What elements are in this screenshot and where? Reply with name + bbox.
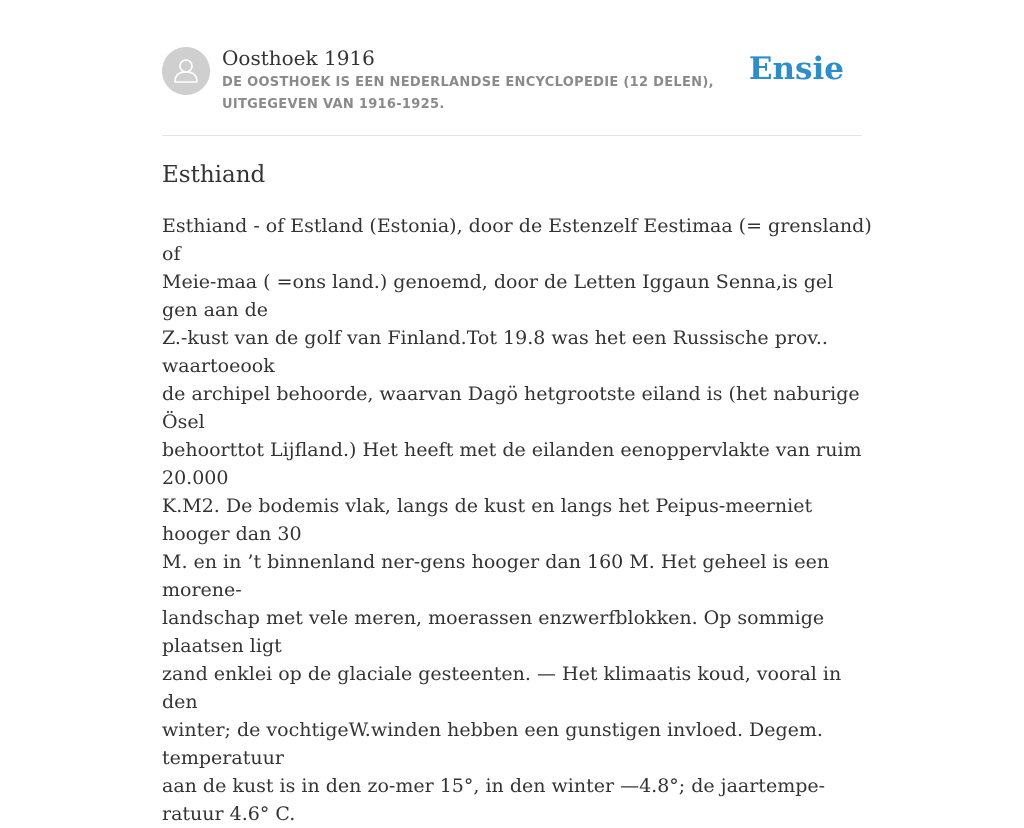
divider — [162, 135, 862, 136]
brand-logo[interactable]: Ensie — [748, 51, 844, 87]
source-description: DE OOSTHOEK IS EEN NEDERLANDSE ENCYCLOPEDIE (12 DELEN), UITGEGEVEN VAN 1916-1925. — [222, 75, 714, 112]
source-title[interactable]: Oosthoek 1916 — [222, 46, 375, 70]
entry-title: Esthiand — [162, 162, 266, 188]
entry-body: Esthiand - of Estland (Estonia), door de Estenzelf Eestimaa (= grensland) of Meie-maa ( =ons land.) genoemd, door de Letten Iggaun Senna,is gel gen aan de Z.-kust van de golf van Finland.Tot 19.8 was het een Russische prov.. waartoeook de archipel behoorde, waarvan Dagö hetgrootste eiland is (het naburige Ösel behoorttot Lijfland.) Het heeft met de eilanden eenoppervlakte van ruim 20.000 K.M2. De bodemis vlak, langs de kust en langs het Peipus-meerniet hooger dan 30 M. en in ’t binnenland ner-gens hooger dan 160 M. Het geheel is een morene- landschap met vele meren, moerassen enzwerfblokken. Op sommige plaatsen ligt zand enklei op de glaciale gesteenten. — Het klimaatis koud, vooral in den winter; de vochtigeW.winden hebben een gunstigen invloed. Degem. temperatuur aan de kust is in den zo-mer 15°, in den winter —4.8°; de jaartempe-ratuur 4.6° C. — [162, 215, 872, 825]
source-header — [162, 44, 862, 134]
user-placeholder-icon[interactable] — [162, 47, 210, 95]
